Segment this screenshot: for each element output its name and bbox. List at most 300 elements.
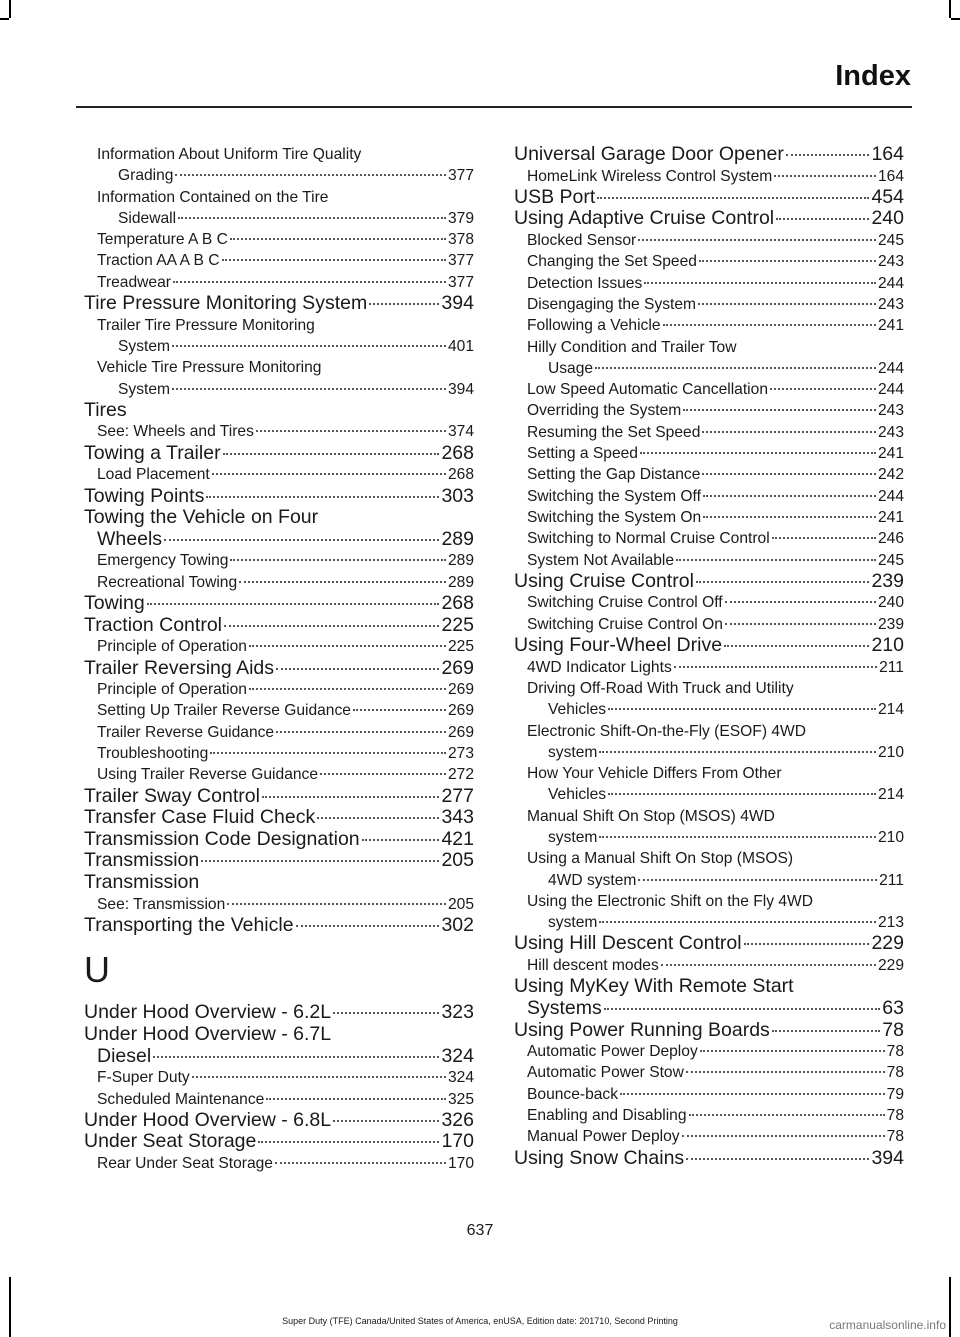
index-entry [84, 443, 474, 465]
entry-text: Vehicles [548, 786, 607, 804]
entry-text: 4WD system [548, 871, 637, 889]
entry-text: Trailer Reverse Guidance [97, 723, 275, 741]
entry-page: 79 [886, 1085, 904, 1103]
crop-mark [949, 1277, 951, 1337]
entry-page: 324 [441, 1044, 474, 1067]
dot-leader [201, 860, 439, 862]
entry-text: 4WD Indicator Lights [527, 658, 672, 676]
dot-leader [674, 666, 877, 668]
entry-text: Detection Issues [527, 274, 643, 292]
entry-page: 213 [877, 914, 904, 932]
entry-page: 303 [441, 484, 474, 507]
entry-page: 229 [877, 957, 904, 975]
entry-page: 245 [877, 551, 904, 569]
entry-page: 78 [886, 1043, 904, 1061]
index-entry [84, 293, 474, 315]
entry-page: 289 [447, 552, 474, 570]
entry-page: 245 [877, 232, 904, 250]
entry-page: 205 [441, 849, 474, 872]
entry-page: 214 [877, 701, 904, 719]
entry-text: Sidewall [118, 209, 177, 227]
dot-leader [744, 943, 870, 945]
dot-leader [682, 1135, 885, 1137]
index-subentry [514, 1084, 904, 1105]
dot-leader [230, 559, 446, 561]
entry-text: Trailer Reversing Aids [84, 656, 275, 679]
dot-leader [362, 839, 440, 841]
section-letter: U [84, 949, 110, 991]
index-subentry-cont [84, 336, 474, 357]
dot-leader [353, 709, 446, 711]
entry-text: Diesel [97, 1044, 152, 1067]
dot-leader [663, 324, 876, 326]
entry-page: 421 [441, 827, 474, 850]
index-entry [84, 1002, 474, 1024]
dot-leader [772, 1030, 880, 1032]
dot-leader [147, 603, 440, 605]
entry-text: Switching to Normal Cruise Control [527, 530, 770, 548]
entry-text: Towing Points [84, 484, 205, 507]
index-subentry: Using the Electronic Shift on the Fly 4WD [527, 892, 814, 910]
entry-text: System Not Available [527, 551, 675, 569]
entry-page: 205 [447, 895, 474, 913]
dot-leader [164, 539, 439, 541]
entry-page: 394 [447, 380, 474, 398]
dot-leader [683, 409, 876, 411]
dot-leader [599, 836, 876, 838]
index-subentry-cont [84, 379, 474, 400]
entry-page: 268 [441, 592, 474, 615]
entry-text: Troubleshooting [97, 744, 209, 762]
index-subentry: How Your Vehicle Differs From Other [527, 765, 782, 783]
dot-leader [210, 752, 446, 754]
index-subentry [514, 1062, 904, 1083]
dot-leader [644, 282, 876, 284]
entry-page: 210 [877, 743, 904, 761]
entry-text: Using Cruise Control [514, 569, 694, 592]
index-subentry [514, 528, 904, 549]
entry-text: Transmission [84, 849, 200, 872]
index-entry [84, 829, 474, 851]
index-entry: Transmission [84, 870, 200, 893]
entry-text: Using Adaptive Cruise Control [514, 207, 775, 230]
dot-leader [676, 559, 876, 561]
dot-leader [320, 773, 446, 775]
index-entry [84, 615, 474, 637]
index-subentry: Hilly Condition and Trailer Tow [527, 338, 737, 356]
entry-text: Principle of Operation [97, 681, 247, 699]
dot-leader [275, 1162, 446, 1164]
dot-leader [239, 581, 446, 583]
crop-mark [9, 1277, 11, 1337]
entry-text: Systems [527, 996, 602, 1019]
index-subentry [514, 230, 904, 251]
dot-leader [599, 751, 876, 753]
entry-text: Switching Cruise Control On [527, 615, 723, 633]
entry-text: Under Hood Overview - 6.8L [84, 1108, 332, 1131]
dot-leader [178, 217, 446, 219]
dot-leader [222, 259, 446, 261]
index-entry-cont [84, 529, 474, 551]
entry-text: Universal Garage Door Opener [514, 143, 784, 165]
index-subentry [84, 464, 474, 485]
index-entry [84, 915, 474, 937]
entry-page: 378 [447, 231, 474, 249]
dot-leader [296, 925, 440, 927]
index-entry [514, 1020, 904, 1042]
dot-leader [638, 239, 876, 241]
dot-leader [192, 1076, 446, 1078]
index-subentry [514, 657, 904, 678]
entry-page: 244 [877, 274, 904, 292]
entry-page: 239 [877, 615, 904, 633]
crop-mark [949, 0, 951, 18]
entry-text: Using Hill Descent Control [514, 932, 742, 955]
entry-page: 269 [447, 681, 474, 699]
index-subentry [84, 679, 474, 700]
entry-text: USB Port [514, 185, 596, 208]
entry-text: Resuming the Set Speed [527, 423, 701, 441]
entry-page: 377 [447, 273, 474, 291]
entry-page: 78 [886, 1128, 904, 1146]
dot-leader [702, 473, 876, 475]
index-subentry: Vehicle Tire Pressure Monitoring [97, 359, 322, 377]
index-subentry [84, 421, 474, 442]
dot-leader [172, 388, 446, 390]
dot-leader [369, 303, 439, 305]
dot-leader [153, 1056, 439, 1058]
entry-text: Emergency Towing [97, 552, 229, 570]
dot-leader [172, 345, 446, 347]
index-subentry-cont [84, 165, 474, 186]
entry-page: 323 [441, 1001, 474, 1024]
entry-text: Using Snow Chains [514, 1146, 685, 1169]
entry-page: 241 [877, 508, 904, 526]
entry-page: 243 [877, 423, 904, 441]
entry-page: 394 [441, 292, 474, 315]
entry-text: System [118, 380, 170, 398]
index-subentry: Trailer Tire Pressure Monitoring [97, 316, 315, 334]
index-subentry [514, 486, 904, 507]
entry-text: Hill descent modes [527, 957, 659, 975]
entry-page: 243 [877, 253, 904, 271]
dot-leader [212, 473, 446, 475]
entry-text: Switching the System Off [527, 487, 701, 505]
dot-leader [725, 623, 876, 625]
entry-text: Setting the Gap Distance [527, 466, 701, 484]
dot-leader [317, 817, 439, 819]
entry-page: 273 [447, 744, 474, 762]
index-subentry [84, 572, 474, 593]
dot-leader [206, 496, 439, 498]
entry-page: 244 [877, 487, 904, 505]
index-entry [84, 486, 474, 508]
index-subentry [84, 1153, 474, 1174]
index-column-right [514, 144, 904, 1169]
dot-leader [333, 1120, 439, 1122]
entry-page: 164 [871, 143, 904, 165]
index-entry [84, 593, 474, 615]
entry-page: 325 [447, 1090, 474, 1108]
entry-page: 269 [447, 702, 474, 720]
index-entry [84, 850, 474, 872]
index-subentry-cont [514, 827, 904, 848]
index-entry [514, 1148, 904, 1170]
index-subentry [514, 400, 904, 421]
dot-leader [608, 708, 876, 710]
entry-page: 269 [447, 723, 474, 741]
dot-leader [620, 1093, 885, 1095]
entry-page: 170 [441, 1130, 474, 1153]
index-subentry [514, 550, 904, 571]
index-entry [84, 1110, 474, 1132]
index-subentry [84, 1067, 474, 1088]
entry-page: 377 [447, 167, 474, 185]
dot-leader [333, 1012, 439, 1014]
dot-leader [772, 537, 876, 539]
index-entry: Using MyKey With Remote Start [514, 975, 794, 998]
index-subentry [84, 743, 474, 764]
index-entry: Tires [84, 398, 127, 421]
entry-page: 242 [877, 466, 904, 484]
entry-page: 454 [871, 185, 904, 208]
entry-page: 244 [877, 381, 904, 399]
entry-page: 214 [877, 786, 904, 804]
entry-text: Grading [118, 167, 174, 185]
entry-text: Blocked Sensor [527, 232, 637, 250]
index-subentry [84, 722, 474, 743]
index-entry [514, 571, 904, 593]
dot-leader [262, 796, 440, 798]
entry-text: HomeLink Wireless Control System [527, 167, 773, 185]
entry-page: 240 [877, 594, 904, 612]
index-subentry [514, 315, 904, 336]
entry-text: Transfer Case Fluid Check [84, 806, 316, 829]
entry-page: 272 [447, 766, 474, 784]
index-subentry [514, 294, 904, 315]
entry-page: 211 [879, 658, 904, 676]
watermark: carmanualsonline.info [829, 1318, 946, 1332]
index-subentry: Information About Uniform Tire Quality [97, 146, 362, 163]
index-subentry [514, 166, 904, 187]
dot-leader [696, 581, 870, 583]
entry-page: 394 [871, 1146, 904, 1169]
index-subentry-cont [514, 784, 904, 805]
dot-leader [258, 1141, 439, 1143]
entry-page: 243 [877, 402, 904, 420]
entry-page: 229 [871, 932, 904, 955]
entry-page: 164 [877, 167, 904, 185]
entry-page: 379 [447, 209, 474, 227]
crop-mark [0, 18, 9, 20]
entry-text: Automatic Power Stow [527, 1064, 684, 1082]
index-subentry [514, 443, 904, 464]
entry-page: 225 [441, 613, 474, 636]
dot-leader [604, 1008, 881, 1010]
index-subentry-cont [514, 742, 904, 763]
dot-leader [230, 238, 446, 240]
index-entry [84, 1131, 474, 1153]
dot-leader [256, 430, 446, 432]
index-column-left [84, 144, 474, 1174]
dot-leader [173, 281, 446, 283]
index-entry [514, 933, 904, 955]
entry-text: Traction Control [84, 613, 222, 636]
index-subentry [514, 379, 904, 400]
entry-page: 240 [871, 207, 904, 230]
entry-text: system [548, 743, 598, 761]
dot-leader [266, 1098, 446, 1100]
entry-text: Setting Up Trailer Reverse Guidance [97, 702, 351, 720]
entry-text: Transporting the Vehicle [84, 913, 294, 936]
entry-text: Using Power Running Boards [514, 1018, 770, 1041]
entry-text: Changing the Set Speed [527, 253, 697, 271]
entry-page: 243 [877, 295, 904, 313]
index-subentry [84, 272, 474, 293]
entry-text: Towing [84, 592, 145, 615]
index-subentry [84, 894, 474, 915]
dot-leader [774, 175, 876, 177]
dot-leader [249, 645, 446, 647]
entry-text: See: Transmission [97, 895, 226, 913]
index-subentry [84, 700, 474, 721]
index-subentry [84, 636, 474, 657]
index-entry [514, 144, 904, 166]
entry-page: 246 [877, 530, 904, 548]
entry-text: Low Speed Automatic Cancellation [527, 381, 768, 399]
index-entry [514, 208, 904, 230]
index-subentry: Driving Off-Road With Truck and Utility [527, 679, 794, 697]
index-subentry: Electronic Shift-On-the-Fly (ESOF) 4WD [527, 722, 807, 740]
entry-text: system [548, 828, 598, 846]
dot-leader [724, 645, 869, 647]
entry-text: Wheels [97, 527, 163, 550]
entry-page: 289 [447, 573, 474, 591]
dot-leader [175, 174, 445, 176]
entry-page: 210 [871, 634, 904, 657]
entry-page: 401 [447, 337, 474, 355]
dot-leader [597, 197, 869, 199]
entry-text: F-Super Duty [97, 1069, 190, 1087]
index-subentry [84, 550, 474, 571]
entry-text: See: Wheels and Tires [97, 423, 254, 441]
index-entry: Towing the Vehicle on Four [84, 506, 319, 529]
entry-text: Scheduled Maintenance [97, 1090, 265, 1108]
crop-mark [9, 0, 11, 18]
entry-text: Under Seat Storage [84, 1130, 257, 1153]
entry-page: 244 [877, 359, 904, 377]
entry-page: 377 [447, 252, 474, 270]
dot-leader [249, 688, 446, 690]
index-subentry-cont [514, 699, 904, 720]
dot-leader [686, 1071, 885, 1073]
index-entry [84, 807, 474, 829]
dot-leader [703, 516, 876, 518]
entry-text: Using Four-Wheel Drive [514, 634, 723, 657]
index-subentry [514, 592, 904, 613]
entry-page: 239 [871, 569, 904, 592]
dot-leader [223, 453, 440, 455]
header-divider [76, 106, 912, 108]
index-subentry [84, 764, 474, 785]
entry-text: Usage [548, 359, 594, 377]
index-subentry-cont [514, 912, 904, 933]
crop-mark [951, 18, 960, 20]
entry-text: Automatic Power Deploy [527, 1043, 698, 1061]
index-entry [514, 635, 904, 657]
index-subentry [84, 1089, 474, 1110]
dot-leader [227, 903, 446, 905]
index-subentry [514, 1126, 904, 1147]
index-subentry: Information Contained on the Tire [97, 188, 329, 206]
dot-leader [224, 625, 439, 627]
index-entry [84, 658, 474, 680]
entry-text: Enabling and Disabling [527, 1107, 687, 1125]
entry-text: Using Trailer Reverse Guidance [97, 766, 319, 784]
index-subentry: Manual Shift On Stop (MSOS) 4WD [527, 807, 775, 825]
dot-leader [276, 668, 439, 670]
index-entry [514, 187, 904, 209]
index-entry-cont [84, 1046, 474, 1068]
entry-text: Manual Power Deploy [527, 1128, 680, 1146]
entry-page: 78 [886, 1107, 904, 1125]
dot-leader [276, 731, 446, 733]
entry-page: 210 [877, 828, 904, 846]
entry-page: 78 [886, 1064, 904, 1082]
entry-text: Recreational Towing [97, 573, 238, 591]
index-subentry [514, 1105, 904, 1126]
index-entry: Under Hood Overview - 6.7L [84, 1023, 332, 1046]
dot-leader [595, 367, 876, 369]
dot-leader [686, 1158, 869, 1160]
dot-leader [725, 601, 876, 603]
dot-leader [689, 1114, 885, 1116]
entry-text: Traction AA A B C [97, 252, 220, 270]
entry-page: 241 [877, 317, 904, 335]
page-number: 637 [466, 1222, 494, 1239]
entry-text: Overriding the System [527, 402, 682, 420]
entry-text: System [118, 337, 170, 355]
entry-page: 326 [441, 1108, 474, 1131]
entry-text: Switching the System On [527, 508, 702, 526]
dot-leader [699, 260, 876, 262]
entry-page: 269 [441, 656, 474, 679]
entry-page: 78 [882, 1018, 904, 1041]
entry-text: Principle of Operation [97, 638, 247, 656]
entry-page: 170 [447, 1155, 474, 1172]
entry-page: 211 [879, 871, 904, 889]
entry-text: system [548, 914, 598, 932]
entry-text: Setting a Speed [527, 445, 638, 463]
dot-leader [608, 793, 876, 795]
index-subentry: Using a Manual Shift On Stop (MSOS) [527, 850, 794, 868]
index-subentry [514, 507, 904, 528]
index-subentry [514, 251, 904, 272]
index-subentry [514, 464, 904, 485]
dot-leader [640, 452, 876, 454]
index-entry-cont [514, 998, 904, 1020]
entry-text: Under Hood Overview - 6.2L [84, 1001, 332, 1024]
entry-text: Load Placement [97, 466, 210, 484]
entry-text: Vehicles [548, 701, 607, 719]
entry-text: Temperature A B C [97, 231, 228, 249]
entry-page: 241 [877, 445, 904, 463]
entry-page: 343 [441, 806, 474, 829]
entry-text: Towing a Trailer [84, 441, 221, 464]
entry-page: 324 [447, 1069, 474, 1087]
entry-text: Disengaging the System [527, 295, 697, 313]
dot-leader [770, 388, 876, 390]
